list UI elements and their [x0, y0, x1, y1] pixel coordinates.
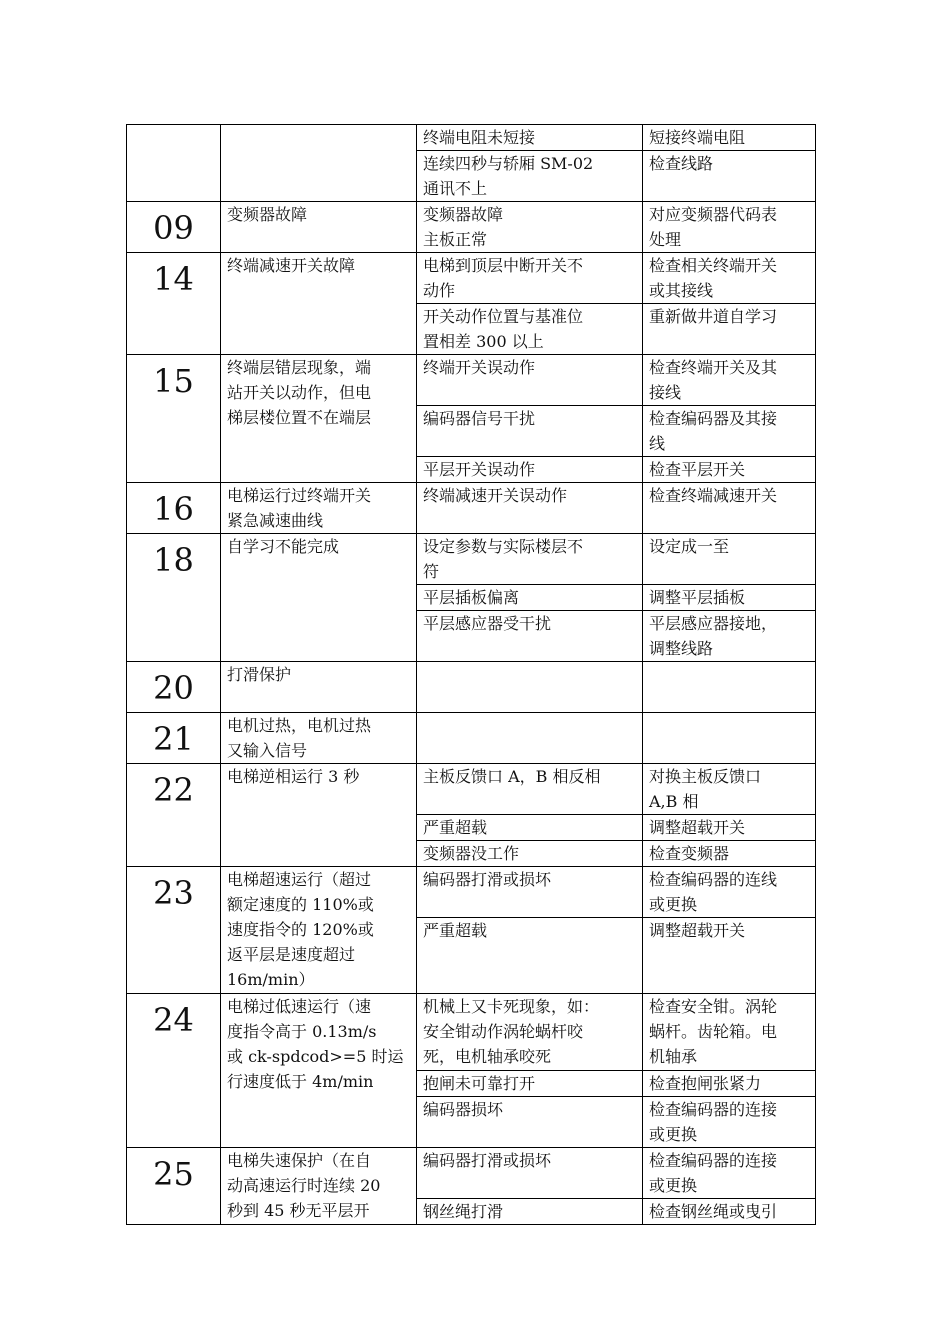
cell-line: 平层感应器接地，: [649, 614, 778, 633]
cell-line: 连续四秒与轿厢 SM-02: [423, 154, 594, 173]
fault-solution-cell: [643, 202, 816, 253]
cell-line: 钢丝绳打滑: [423, 1202, 504, 1221]
cell-line: 检查编码器的连接: [649, 1151, 778, 1170]
cell-line: 通讯不上: [423, 179, 488, 198]
table-row: [127, 867, 816, 918]
fault-cause-cell: [417, 662, 643, 713]
fault-code-cell: 24: [127, 994, 221, 1148]
fault-cause-cell: [417, 1071, 643, 1097]
fault-solution-cell: [643, 841, 816, 867]
fault-code-table: [126, 124, 816, 1225]
fault-description-cell: [221, 355, 417, 483]
cell-line: 编码器损坏: [423, 1100, 504, 1119]
cell-line: A,B 相: [649, 792, 699, 811]
cell-line: 符: [423, 562, 440, 581]
cell-line: 秒到 45 秒无平层开: [227, 1201, 370, 1220]
fault-solution-cell: [643, 1199, 816, 1225]
fault-cause-cell: [417, 457, 643, 483]
table-row: [127, 202, 816, 253]
cell-line: 行速度低于 4m/min: [227, 1072, 374, 1091]
cell-line: 检查终端减速开关: [649, 486, 778, 505]
fault-code-cell: [127, 125, 221, 202]
cell-line: 检查安全钳。涡轮: [649, 997, 778, 1016]
cell-line: 或更换: [649, 1125, 698, 1144]
fault-cause-cell: [417, 815, 643, 841]
cell-line: 返平层是速度超过: [227, 945, 356, 964]
fault-description-cell: [221, 125, 417, 202]
cell-line: 重新做井道自学习: [649, 307, 778, 326]
cell-line: 抱闸未可靠打开: [423, 1074, 536, 1093]
fault-cause-cell: [417, 483, 643, 534]
fault-solution-cell: [643, 355, 816, 406]
fault-cause-cell: [417, 918, 643, 994]
fault-cause-cell: [417, 841, 643, 867]
cell-line: 平层开关误动作: [423, 460, 536, 479]
cell-line: 站开关以动作，但电: [227, 383, 372, 402]
fault-code-cell: 09: [127, 202, 221, 253]
fault-cause-cell: [417, 1097, 643, 1148]
cell-line: 机轴承: [649, 1047, 698, 1066]
cell-line: 主板反馈口 A，B 相反相: [423, 767, 601, 786]
table-row: [127, 662, 816, 713]
fault-solution-cell: [643, 764, 816, 815]
cell-line: 安全钳动作涡轮蜗杆咬: [423, 1022, 584, 1041]
fault-cause-cell: [417, 304, 643, 355]
fault-cause-cell: [417, 202, 643, 253]
fault-code-cell: 25: [127, 1148, 221, 1225]
cell-line: 调整线路: [649, 639, 714, 658]
cell-line: 自学习不能完成: [227, 537, 340, 556]
cell-line: 电梯超速运行（超过: [227, 870, 372, 889]
cell-line: 检查抱闸张紧力: [649, 1074, 762, 1093]
fault-solution-cell: [643, 585, 816, 611]
fault-code-cell: 21: [127, 713, 221, 764]
fault-solution-cell: [643, 867, 816, 918]
fault-solution-cell: [643, 483, 816, 534]
fault-description-cell: [221, 662, 417, 713]
cell-line: 检查钢丝绳或曳引: [649, 1202, 778, 1221]
cell-line: 终端层错层现象，端: [227, 358, 372, 377]
cell-line: 机械上又卡死现象，如：: [423, 997, 600, 1016]
fault-solution-cell: [643, 406, 816, 457]
cell-line: 额定速度的 110%或: [227, 895, 374, 914]
fault-description-cell: [221, 713, 417, 764]
table-row: [127, 355, 816, 406]
cell-line: 死，电机轴承咬死: [423, 1047, 552, 1066]
fault-solution-cell: [643, 253, 816, 304]
fault-cause-cell: [417, 1148, 643, 1199]
cell-line: 电梯逆相运行 3 秒: [227, 767, 360, 786]
cell-line: 线: [649, 434, 666, 453]
table-row: [127, 534, 816, 585]
fault-code-cell: 23: [127, 867, 221, 994]
cell-line: 或其接线: [649, 281, 714, 300]
fault-solution-cell: [643, 662, 816, 713]
cell-line: 主板正常: [423, 230, 488, 249]
fault-code-cell: 22: [127, 764, 221, 867]
fault-code-cell: 16: [127, 483, 221, 534]
cell-line: 变频器故障: [423, 205, 504, 224]
fault-description-cell: [221, 994, 417, 1148]
fault-code-cell: 20: [127, 662, 221, 713]
cell-line: 检查编码器的连线: [649, 870, 778, 889]
cell-line: 严重超载: [423, 921, 488, 940]
cell-line: 速度指令的 120%或: [227, 920, 374, 939]
fault-solution-cell: [643, 815, 816, 841]
fault-solution-cell: [643, 1071, 816, 1097]
cell-line: 检查线路: [649, 154, 714, 173]
fault-solution-cell: [643, 304, 816, 355]
cell-line: 或更换: [649, 895, 698, 914]
fault-solution-cell: [643, 1148, 816, 1199]
cell-line: 短接终端电阻: [649, 128, 746, 147]
cell-line: 检查编码器的连接: [649, 1100, 778, 1119]
cell-line: 编码器信号干扰: [423, 409, 536, 428]
fault-table-body: [127, 125, 816, 1225]
fault-code-cell: 18: [127, 534, 221, 662]
cell-line: 打滑保护: [227, 665, 292, 684]
cell-line: 终端减速开关故障: [227, 256, 356, 275]
table-row: [127, 125, 816, 151]
cell-line: 电梯过低速运行（速: [227, 997, 372, 1016]
fault-solution-cell: [643, 611, 816, 662]
cell-line: 终端开关误动作: [423, 358, 536, 377]
fault-solution-cell: [643, 994, 816, 1071]
cell-line: 调整超载开关: [649, 921, 746, 940]
cell-line: 终端电阻未短接: [423, 128, 536, 147]
cell-line: 电梯到顶层中断开关不: [423, 256, 584, 275]
fault-cause-cell: [417, 253, 643, 304]
cell-line: 或 ck-spdcod>=5 时运: [227, 1047, 404, 1066]
cell-line: 开关动作位置与基准位: [423, 307, 584, 326]
fault-description-cell: [221, 764, 417, 867]
table-row: [127, 713, 816, 764]
fault-solution-cell: [643, 1097, 816, 1148]
cell-line: 终端减速开关误动作: [423, 486, 568, 505]
cell-line: 调整超载开关: [649, 818, 746, 837]
cell-line: 梯层楼位置不在端层: [227, 408, 372, 427]
table-row: [127, 483, 816, 534]
table-row: [127, 764, 816, 815]
cell-line: 对换主板反馈口: [649, 767, 762, 786]
cell-line: 调整平层插板: [649, 588, 746, 607]
cell-line: 变频器故障: [227, 205, 308, 224]
cell-line: 检查变频器: [649, 844, 730, 863]
fault-solution-cell: [643, 125, 816, 151]
fault-cause-cell: [417, 713, 643, 764]
cell-line: 置相差 300 以上: [423, 332, 544, 351]
cell-line: 电机过热，电机过热: [227, 716, 372, 735]
cell-line: 检查终端开关及其: [649, 358, 778, 377]
fault-solution-cell: [643, 457, 816, 483]
fault-description-cell: [221, 534, 417, 662]
cell-line: 设定参数与实际楼层不: [423, 537, 584, 556]
cell-line: 动作: [423, 281, 456, 300]
fault-description-cell: [221, 483, 417, 534]
fault-cause-cell: [417, 585, 643, 611]
fault-description-cell: [221, 253, 417, 355]
cell-line: 动高速运行时连续 20: [227, 1176, 381, 1195]
cell-line: 电梯失速保护（在自: [227, 1151, 372, 1170]
cell-line: 严重超载: [423, 818, 488, 837]
cell-line: 编码器打滑或损坏: [423, 870, 552, 889]
fault-cause-cell: [417, 151, 643, 202]
fault-solution-cell: [643, 151, 816, 202]
cell-line: 蜗杆。齿轮箱。电: [649, 1022, 778, 1041]
cell-line: 又输入信号: [227, 741, 308, 760]
cell-line: 变频器没工作: [423, 844, 520, 863]
cell-line: 16m/min）: [227, 970, 315, 989]
fault-cause-cell: [417, 764, 643, 815]
fault-cause-cell: [417, 534, 643, 585]
table-row: [127, 253, 816, 304]
cell-line: 平层感应器受干扰: [423, 614, 552, 633]
fault-cause-cell: [417, 1199, 643, 1225]
cell-line: 对应变频器代码表: [649, 205, 778, 224]
cell-line: 接线: [649, 383, 682, 402]
fault-solution-cell: [643, 918, 816, 994]
fault-cause-cell: [417, 125, 643, 151]
cell-line: 处理: [649, 230, 682, 249]
fault-code-table-page: [126, 124, 816, 1225]
cell-line: 检查编码器及其接: [649, 409, 778, 428]
fault-description-cell: [221, 202, 417, 253]
fault-code-cell: 15: [127, 355, 221, 483]
fault-description-cell: [221, 867, 417, 994]
cell-line: 电梯运行过终端开关: [227, 486, 372, 505]
cell-line: 检查平层开关: [649, 460, 746, 479]
fault-cause-cell: [417, 994, 643, 1071]
fault-cause-cell: [417, 406, 643, 457]
cell-line: 检查相关终端开关: [649, 256, 778, 275]
cell-line: 度指令高于 0.13m/s: [227, 1022, 377, 1041]
fault-cause-cell: [417, 611, 643, 662]
cell-line: 平层插板偏离: [423, 588, 520, 607]
cell-line: 编码器打滑或损坏: [423, 1151, 552, 1170]
fault-code-cell: 14: [127, 253, 221, 355]
fault-solution-cell: [643, 713, 816, 764]
fault-cause-cell: [417, 867, 643, 918]
fault-cause-cell: [417, 355, 643, 406]
table-row: [127, 994, 816, 1071]
table-row: [127, 1148, 816, 1199]
cell-line: 设定成一至: [649, 537, 730, 556]
cell-line: 或更换: [649, 1176, 698, 1195]
cell-line: 紧急减速曲线: [227, 511, 324, 530]
fault-description-cell: [221, 1148, 417, 1225]
fault-solution-cell: [643, 534, 816, 585]
